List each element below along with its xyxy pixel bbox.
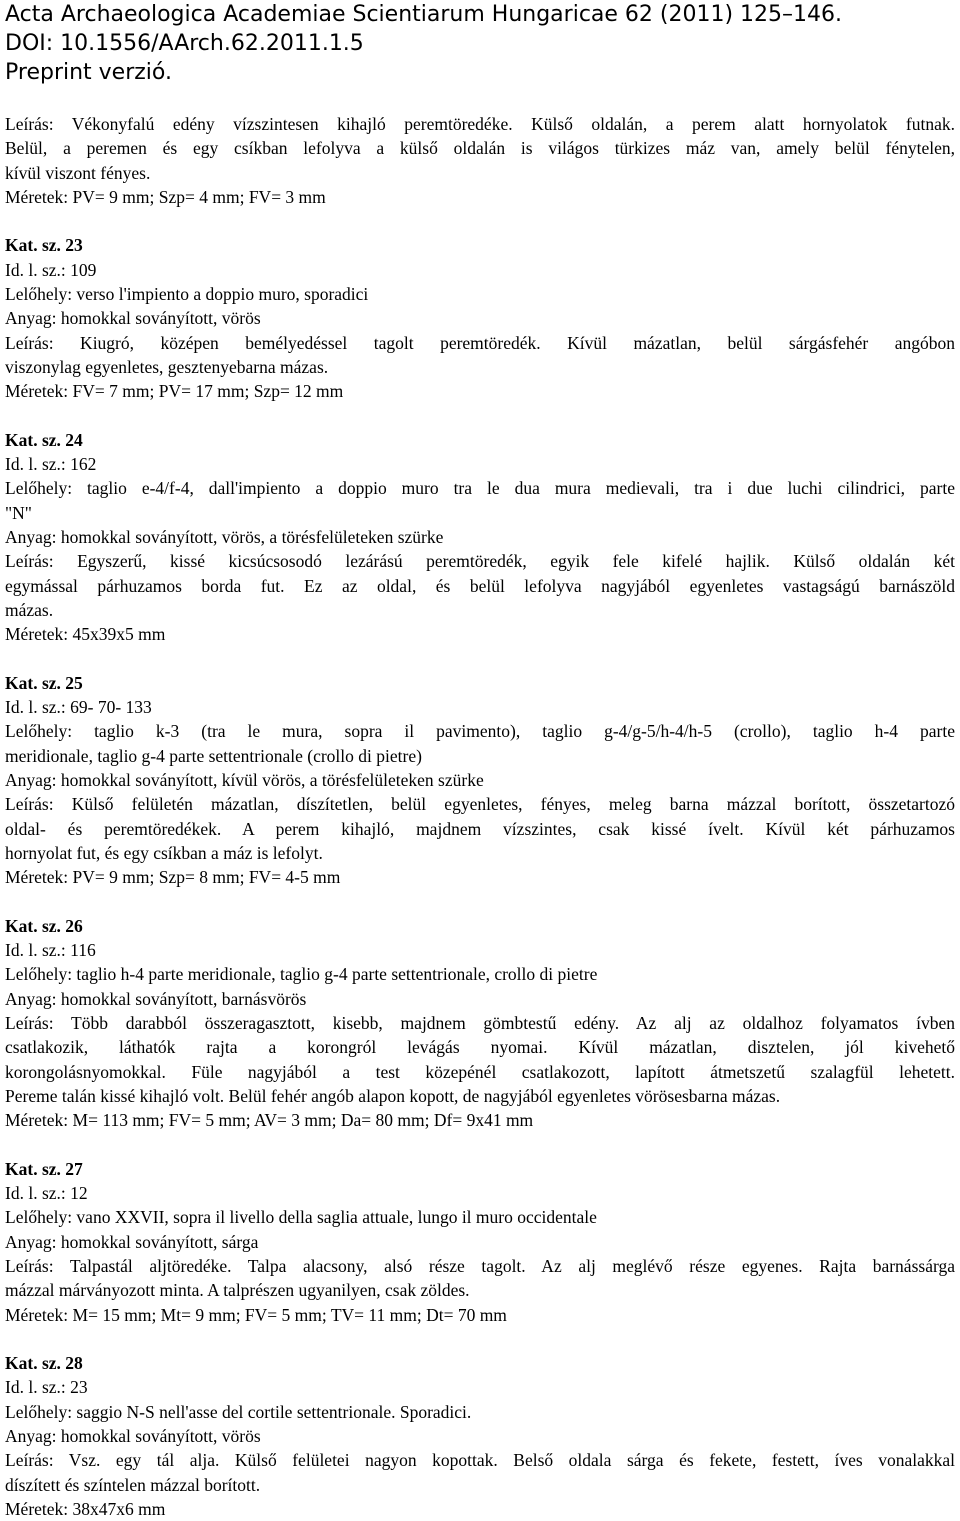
text-line: Méretek: 45x39x5 mm xyxy=(5,624,166,645)
text-line: Méretek: PV= 9 mm; Szp= 8 mm; FV= 4-5 mm xyxy=(5,867,341,888)
entry-number: Kat. sz. 23 xyxy=(5,235,83,256)
text-line: Lelőhely: taglio h-4 parte meridionale, taglio g-4 parte settentrionale, crollo di pietre xyxy=(5,964,598,985)
text-line: Lelőhely: taglio e-4/f-4, dall'impiento a doppio muro tra le dua mura medievali, tra i due luchi cilindrici, parte xyxy=(5,478,955,499)
text-line: Méretek: M= 15 mm; Mt= 9 mm; FV= 5 mm; TV= 11 mm; Dt= 70 mm xyxy=(5,1304,507,1325)
entry-number: Kat. sz. 25 xyxy=(5,672,83,693)
text-line: csatlakozik, láthatók rajta a korongról levágás nyomai. Kívül mázatlan, disztelen, jól kivehető xyxy=(5,1037,955,1058)
text-line: Leírás: Talpastál aljtöredéke. Talpa alacsony, alsó része tagolt. Az alj meglévő része egyenes. Rajta barnássárga xyxy=(5,1255,955,1276)
text-line: mázzal márványozott minta. A talprészen ugyanilyen, csak zöldes. xyxy=(5,1280,470,1301)
journal-citation: Acta Archaeologica Academiae Scientiarum Hungaricae 62 (2011) 125–146. xyxy=(5,2,843,27)
catalogue-entry xyxy=(5,1351,955,1521)
text-line: Méretek: 38x47x6 mm xyxy=(5,1498,166,1519)
text-line: Anyag: homokkal soványított, barnásvörös xyxy=(5,988,307,1009)
text-line: meridionale, taglio g-4 parte settentrionale (crollo di pietre) xyxy=(5,745,422,766)
catalogue-entry xyxy=(5,671,955,890)
text-line: Leírás: Külső felületén mázatlan, díszítetlen, belül egyenletes, fényes, meleg barna mázzal borított, összetartozó xyxy=(5,794,955,815)
text-line: Anyag: homokkal soványított, kívül vörös, a törésfelületeken szürke xyxy=(5,770,484,791)
text-line: mázas. xyxy=(5,599,54,620)
entry-number: Kat. sz. 27 xyxy=(5,1158,83,1179)
text-line: Leírás: Vsz. egy tál alja. Külső felületei nagyon kopottak. Belső oldala sárga és fekete, festett, íves vonalakkal xyxy=(5,1450,955,1471)
text-line: Lelőhely: verso l'impiento a doppio muro, sporadici xyxy=(5,284,369,305)
text-line: "N" xyxy=(5,502,32,523)
entry-number: Kat. sz. 26 xyxy=(5,915,83,936)
text-line: Anyag: homokkal soványított, vörös xyxy=(5,1426,261,1447)
text-line: Leírás: Több darabból összeragasztott, kisebb, majdnem gömbtestű edény. Az alj az oldalhoz folyamatos ívben xyxy=(5,1012,955,1033)
preprint-note: Preprint verzió. xyxy=(5,60,172,85)
catalogue-entry xyxy=(5,233,955,403)
inventory-number: Id. l. sz.: 116 xyxy=(5,940,96,961)
catalogue-entry xyxy=(5,428,955,647)
text-line: Lelőhely: vano XXVII, sopra il livello della saglia attuale, lungo il muro occidentale xyxy=(5,1207,597,1228)
catalogue-text xyxy=(5,112,955,1521)
text-line: kívül viszont fényes. xyxy=(5,162,151,183)
text-line: hornyolat fut, és egy csíkban a máz is lefolyt. xyxy=(5,842,323,863)
text-line: viszonylag egyenletes, gesztenyebarna mázas. xyxy=(5,356,329,377)
intro-entry xyxy=(5,112,955,209)
text-line: egymással párhuzamos borda fut. Ez az oldal, és belül lefolyva nagyjából egyenletes vastagságú barnászöld xyxy=(5,575,955,596)
text-line: Méretek: PV= 9 mm; Szp= 4 mm; FV= 3 mm xyxy=(5,186,326,207)
catalogue-entry xyxy=(5,914,955,1133)
text-line: Leírás: Kiugró, középen bemélyedéssel tagolt peremtöredék. Kívül mázatlan, belül sárgásfehér angóbon xyxy=(5,332,955,353)
text-line: Lelőhely: saggio N-S nell'asse del cortile settentrionale. Sporadici. xyxy=(5,1401,472,1422)
text-line: Anyag: homokkal soványított, sárga xyxy=(5,1231,259,1252)
inventory-number: Id. l. sz.: 109 xyxy=(5,259,97,280)
inventory-number: Id. l. sz.: 162 xyxy=(5,454,97,475)
text-line: Méretek: FV= 7 mm; PV= 17 mm; Szp= 12 mm xyxy=(5,381,344,402)
inventory-number: Id. l. sz.: 23 xyxy=(5,1377,88,1398)
entry-number: Kat. sz. 28 xyxy=(5,1353,83,1374)
text-line: korongolásnyomokkal. Füle nagyjából a test közepénél csatlakozott, lapított átmetszetű szalagfül lehetett. xyxy=(5,1061,955,1082)
text-line: Anyag: homokkal soványított, vörös, a törésfelületeken szürke xyxy=(5,527,444,548)
inventory-number: Id. l. sz.: 12 xyxy=(5,1183,88,1204)
text-line: Anyag: homokkal soványított, vörös xyxy=(5,308,261,329)
text-line: Lelőhely: taglio k-3 (tra le mura, sopra il pavimento), taglio g-4/g-5/h-4/h-5 (crollo), taglio h-4 parte xyxy=(5,721,955,742)
inventory-number: Id. l. sz.: 69- 70- 133 xyxy=(5,697,152,718)
page-header xyxy=(5,0,842,87)
entry-number: Kat. sz. 24 xyxy=(5,429,83,450)
text-line: oldal- és peremtöredékek. A perem kihajló, majdnem vízszintes, csak kissé ívelt. Kívül két párhuzamos xyxy=(5,818,955,839)
catalogue-entry xyxy=(5,1157,955,1327)
text-line: Leírás: Egyszerű, kissé kicsúcsosodó lezárású peremtöredék, egyik fele kifelé hajlik. Külső oldalán két xyxy=(5,551,955,572)
text-line: Leírás: Vékonyfalú edény vízszintesen kihajló peremtöredéke. Külső oldalán, a perem alatt hornyolatok futnak. xyxy=(5,114,955,134)
text-line: Pereme talán kissé kihajló volt. Belül fehér angób alapon kopott, de nagyjából egyenletes vörösesbarna mázas. xyxy=(5,1085,781,1106)
doi: DOI: 10.1556/AArch.62.2011.1.5 xyxy=(5,31,364,56)
text-line: Belül, a peremen és egy csíkban lefolyva a külső oldalán is világos türkizes máz van, amely belül fénytelen, xyxy=(5,138,955,159)
text-line: Méretek: M= 113 mm; FV= 5 mm; AV= 3 mm; Da= 80 mm; Df= 9x41 mm xyxy=(5,1110,534,1131)
text-line: díszített és színtelen mázzal borított. xyxy=(5,1474,261,1495)
